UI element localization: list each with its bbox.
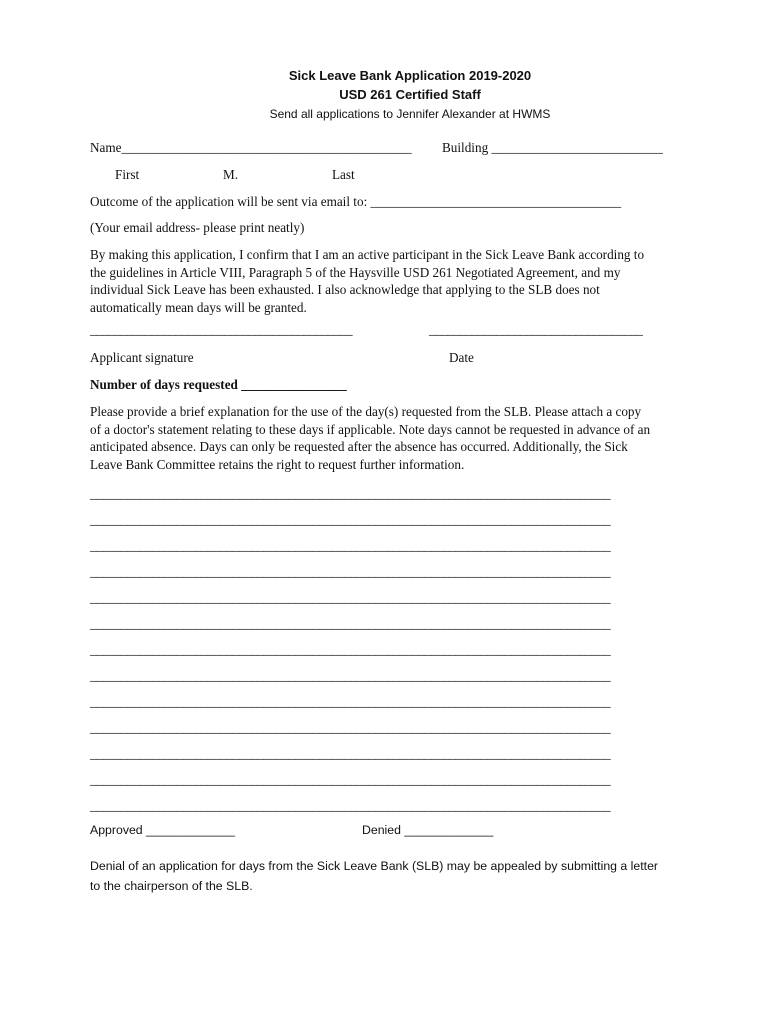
signature-line[interactable]: ___________________________________________ [90, 322, 353, 337]
date-label: Date [449, 350, 474, 365]
approved-field[interactable]: Approved _____________ [90, 823, 235, 837]
explanation-line: of a doctor's statement relating to these days if applicable. Note days cannot be requested in advance of an [90, 421, 651, 437]
middle-initial-label: M. [223, 167, 239, 182]
explanation-write-line[interactable]: ____________________________________________________________________________________ [90, 486, 611, 501]
explanation-write-line[interactable]: ____________________________________________________________________________________ [90, 746, 611, 761]
date-line[interactable]: ___________________________________ [429, 322, 643, 337]
explanation-write-line[interactable]: ____________________________________________________________________________________ [90, 642, 611, 657]
form-title: Sick Leave Bank Application 2019-2020 [288, 68, 532, 83]
explanation-write-line[interactable]: ____________________________________________________________________________________ [90, 772, 611, 787]
submission-instruction: Send all applications to Jennifer Alexander at HWMS [269, 107, 551, 121]
name-field[interactable]: Name____________________________________________ [90, 140, 412, 155]
email-note: (Your email address- please print neatly) [90, 220, 305, 235]
email-outcome-field[interactable]: Outcome of the application will be sent via email to: ______________________________________ [90, 194, 622, 209]
explanation-write-line[interactable]: ____________________________________________________________________________________ [90, 720, 611, 735]
first-name-label: First [115, 167, 140, 182]
explanation-write-line[interactable]: ____________________________________________________________________________________ [90, 564, 611, 579]
confirmation-paragraph [90, 246, 680, 316]
form-subtitle: USD 261 Certified Staff [339, 87, 481, 102]
explanation-line: Leave Bank Committee retains the right to request further information. [90, 456, 465, 472]
explanation-paragraph [90, 403, 680, 473]
last-name-label: Last [332, 167, 355, 182]
appeal-note-line: to the chairperson of the SLB. [90, 879, 253, 893]
denied-field[interactable]: Denied _____________ [362, 823, 494, 837]
confirmation-line: individual Sick Leave has been exhausted. I also acknowledge that applying to the SLB does not [90, 282, 600, 297]
explanation-write-line[interactable]: ____________________________________________________________________________________ [90, 668, 611, 683]
building-field[interactable]: Building __________________________ [442, 140, 663, 155]
explanation-write-line[interactable]: ____________________________________________________________________________________ [90, 538, 611, 553]
explanation-write-line[interactable]: ____________________________________________________________________________________ [90, 694, 611, 709]
explanation-line: anticipated absence. Days can only be requested after the absence has occurred. Additionally, the Sick [90, 439, 628, 454]
confirmation-line: By making this application, I confirm that I am an active participant in the Sick Leave Bank according to [90, 247, 645, 262]
days-requested-field[interactable]: Number of days requested ________________ [90, 377, 347, 392]
explanation-line: Please provide a brief explanation for the use of the day(s) requested from the SLB. Please attach a copy [90, 404, 642, 419]
explanation-write-line[interactable]: ____________________________________________________________________________________ [90, 616, 611, 631]
confirmation-line: the guidelines in Article VIII, Paragraph 5 of the Haysville USD 261 Negotiated Agreement, and my [90, 264, 621, 280]
signature-label: Applicant signature [90, 350, 194, 365]
explanation-write-line[interactable]: ____________________________________________________________________________________ [90, 798, 611, 813]
confirmation-line: automatically mean days will be granted. [90, 299, 307, 315]
explanation-write-line[interactable]: ____________________________________________________________________________________ [90, 512, 611, 527]
appeal-note-line: Denial of an application for days from the Sick Leave Bank (SLB) may be appealed by submitting a letter [90, 859, 659, 873]
explanation-write-line[interactable]: ____________________________________________________________________________________ [90, 590, 611, 605]
